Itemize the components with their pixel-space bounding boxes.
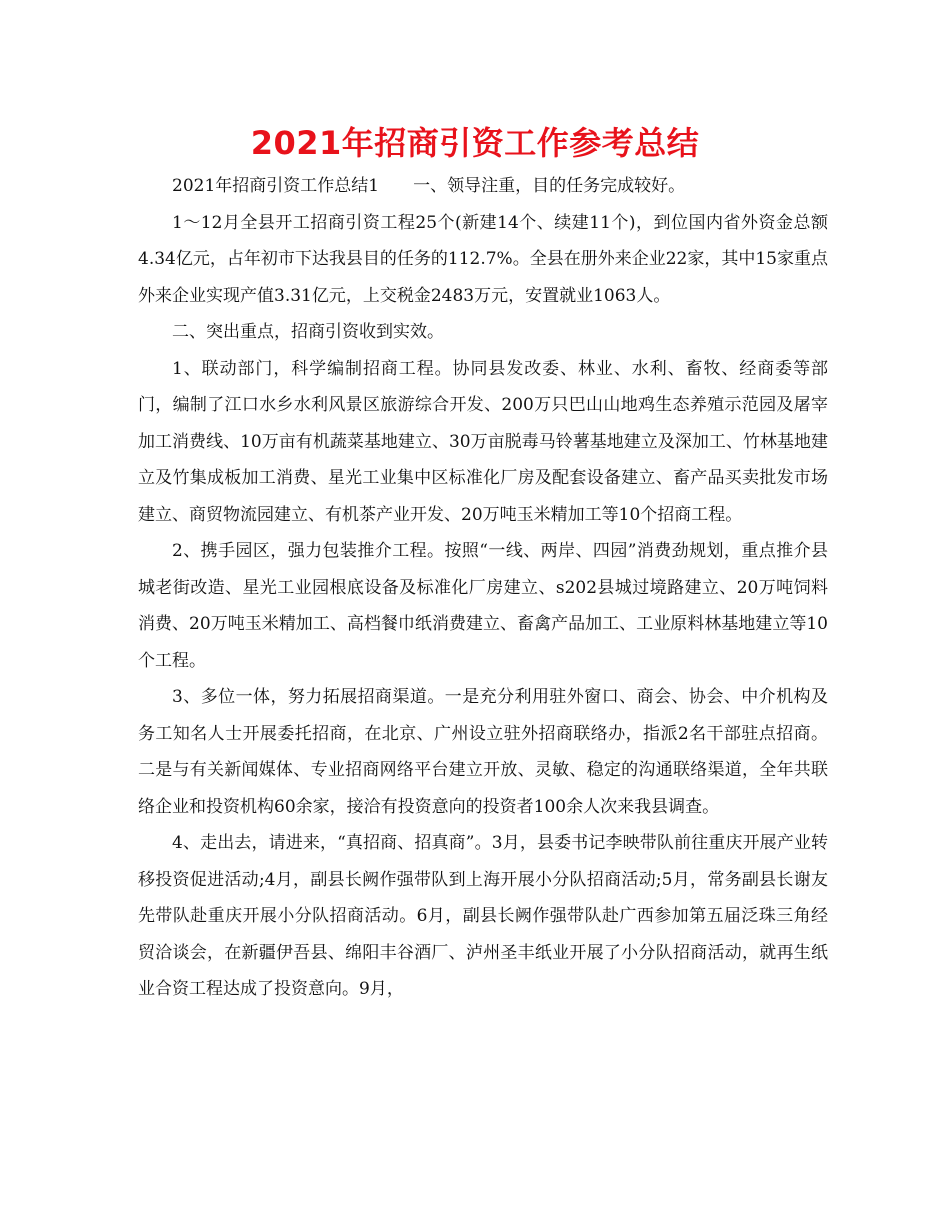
paragraph-item-4: 4、走出去，请进来，“真招商、招真商”。3月，县委书记李映带队前往重庆开展产业转移投资促进活动;4月，副县长阙作强带队到上海开展小分队招商活动;5月，常务副县长谢友先带队赴重庆开展小分队招商活动。6月，副县长阙作强带队赴广西参加第五届泛珠三角经贸洽谈会，在新疆伊吾县、绵阳丰谷酒厂、泸州圣丰纸业开展了小分队招商活动，就再生纸业合资工程达成了投资意向。9月，: [138, 833, 828, 999]
paragraph-intro: 2021年招商引资工作总结1 一、领导注重，目的任务完成较好。: [172, 176, 686, 196]
paragraph-item-1: 1、联动部门，科学编制招商工程。协同县发改委、林业、水利、畜牧、经商委等部门，编制了江口水乡水利风景区旅游综合开发、200万只巴山山地鸡生态养殖示范园及屠宰加工消费线、10万亩有机蔬菜基地建立、30万亩脱毒马铃薯基地建立及深加工、竹林基地建立及竹集成板加工消费、星光工业集中区标准化厂房及配套设备建立、畜产品买卖批发市场建立、商贸物流园建立、有机茶产业开发、20万吨玉米精加工等10个招商工程。: [138, 358, 828, 525]
paragraph-targets: 1～12月全县开工招商引资工程25个(新建14个、续建11个)，到位国内省外资金总额4.34亿元，占年初市下达我县目的任务的112.7%。全县在册外来企业22家，其中15家重点外来企业实现产值3.31亿元，上交税金2483万元，安置就业1063人。: [138, 212, 828, 306]
document-body: [138, 168, 828, 1008]
paragraph-item-2: 2、携手园区，强力包装推介工程。按照“一线、两岸、四园”消费劲规划，重点推介县城老街改造、星光工业园根底设备及标准化厂房建立、s202县城过境路建立、20万吨饲料消费、20万吨玉米精加工、高档餐巾纸消费建立、畜禽产品加工、工业原料林基地建立等10个工程。: [138, 541, 828, 671]
paragraph-item-3: 3、多位一体，努力拓展招商渠道。一是充分利用驻外窗口、商会、协会、中介机构及务工知名人士开展委托招商，在北京、广州设立驻外招商联络办，指派2名干部驻点招商。二是与有关新闻媒体、专业招商网络平台建立开放、灵敏、稳定的沟通联络渠道，全年共联络企业和投资机构60余家，接洽有投资意向的投资者100余人次来我县调查。: [138, 687, 828, 817]
document-title: 2021年招商引资工作参考总结: [250, 124, 700, 162]
paragraph-heading-2: 二、突出重点，招商引资收到实效。: [172, 322, 444, 342]
